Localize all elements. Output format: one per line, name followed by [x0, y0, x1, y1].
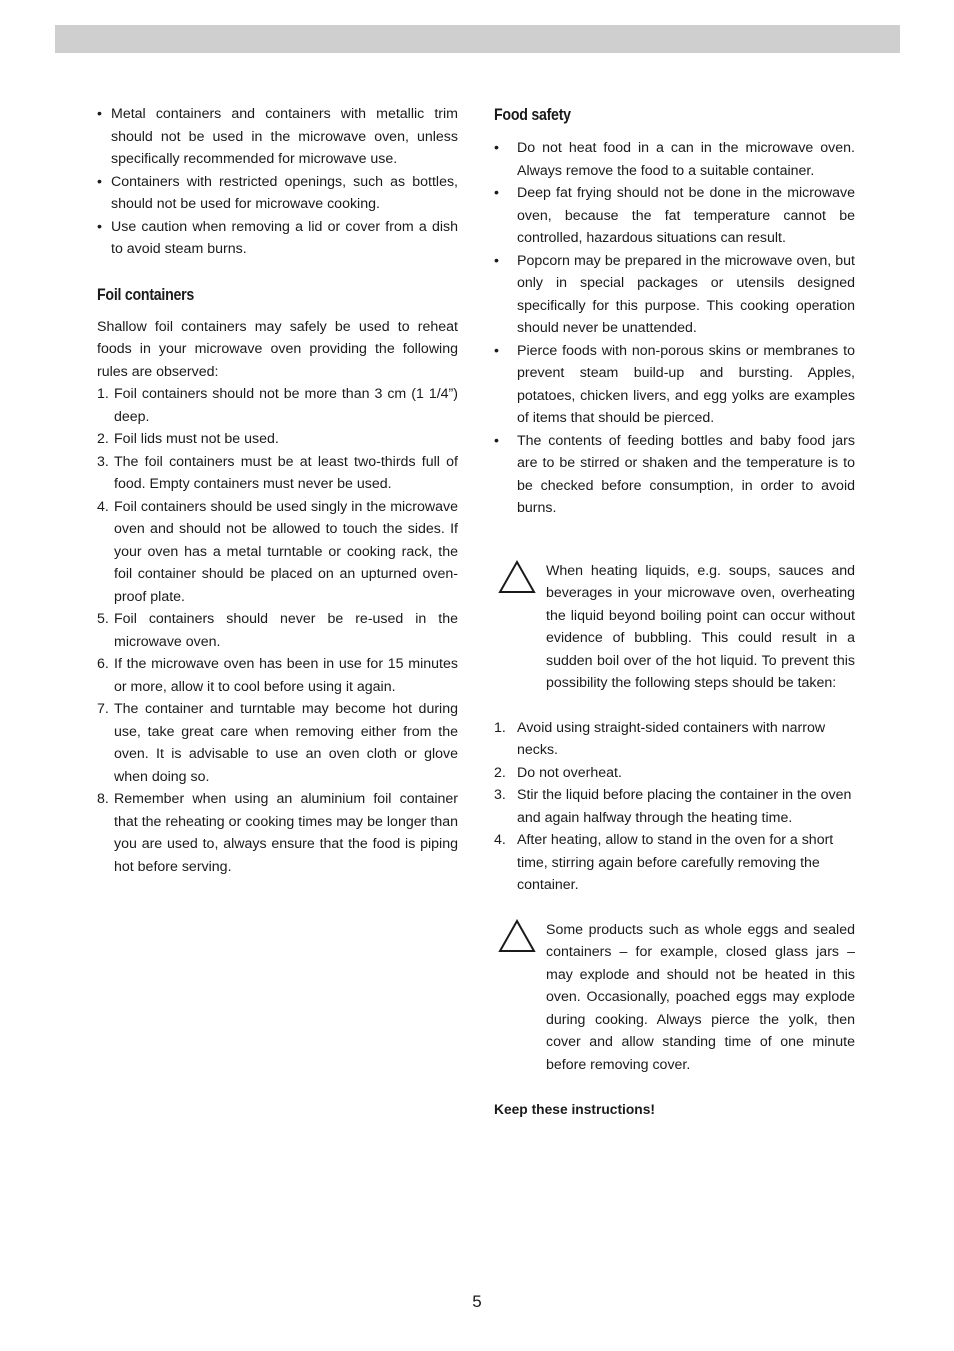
list-item: • Deep fat frying should not be done in the microwave oven, because the fat temperature cannot be controlled, hazardous situations can result.	[494, 182, 855, 250]
list-text: The container and turntable may become hot during use, take great care when removing either from the oven. It is advisable to use an oven cloth or glove when doing so.	[114, 701, 458, 785]
list-item: • Do not heat food in a can in the microwave oven. Always remove the food to a suitable container.	[494, 137, 855, 182]
foil-containers-heading: Foil containers	[97, 285, 195, 304]
list-number: 4.	[97, 498, 109, 515]
list-item	[97, 428, 458, 451]
list-number: 5.	[97, 611, 109, 627]
list-text: If the microwave oven has been in use for 15 minutes or more, allow it to cool before using it again.	[114, 656, 458, 695]
liquid-steps-list	[494, 717, 855, 897]
list-number: 4.	[494, 832, 506, 848]
page-number: 5	[472, 1292, 482, 1311]
list-item	[97, 698, 458, 788]
list-text: Remember when using an aluminium foil container that the reheating or cooking times may be longer than you are used to, always ensure that the food is piping hot before serving.	[114, 791, 458, 875]
list-item	[494, 717, 855, 762]
list-item	[494, 762, 855, 785]
left-column	[97, 100, 458, 878]
list-text: Avoid using straight-sided containers with narrow necks.	[517, 719, 826, 758]
list-text: Foil lids must not be used.	[114, 431, 279, 447]
liquid-warning-text: When heating liquids, e.g. soups, sauces and beverages in your microwave oven, overheating the liquid beyond boiling point can occur without evidence of bubbling. This could result in a sudden boil over of the hot liquid. To prevent this possibility the following steps should be taken:	[546, 562, 855, 691]
list-number: 1.	[97, 386, 109, 402]
food-safety-bullet-list	[494, 137, 855, 520]
list-number: 3.	[494, 787, 506, 803]
list-number: 2.	[97, 431, 109, 447]
list-text: After heating, allow to stand in the oven for a short time, stirring again before carefully removing the container.	[517, 832, 834, 893]
liquid-warning-block	[494, 560, 855, 695]
list-item: • Popcorn may be prepared in the microwave oven, but only in special packages or utensils designed specifically for this purpose. This cooking operation should never be unattended.	[494, 250, 855, 340]
foil-intro-text: Shallow foil containers may safely be used to reheat foods in your microwave oven providing the following rules are observed:	[97, 318, 458, 380]
list-text: The foil containers must be at least two-thirds full of food. Empty containers must never be used.	[114, 453, 458, 492]
list-item: • Containers with restricted openings, such as bottles, should not be used for microwave cooking.	[97, 171, 458, 216]
list-item: • Use caution when removing a lid or cover from a dish to avoid steam burns.	[97, 216, 458, 261]
list-item	[494, 784, 855, 829]
list-text: Foil containers should be used singly in the microwave oven and should not be allowed to touch the sides. If your oven has a metal turntable or cooking rack, the foil container should be placed on an upturned oven-proof plate.	[114, 498, 458, 605]
list-number: 2.	[494, 764, 506, 781]
list-item: • The contents of feeding bottles and baby food jars are to be stirred or shaken and the temperature is to be checked before consumption, in order to avoid burns.	[494, 430, 855, 520]
list-item	[97, 788, 458, 878]
list-text: Foil containers should not be more than 3 cm (1 1/4”) deep.	[114, 386, 458, 425]
food-safety-heading: Food safety	[494, 106, 571, 124]
header-bar	[55, 25, 900, 53]
warning-triangle-icon	[498, 560, 536, 594]
list-item: • Metal containers and containers with metallic trim should not be used in the microwave oven, unless specifically recommended for microwave use.	[97, 103, 458, 171]
intro-bullet-list	[97, 103, 458, 261]
list-number: 8.	[97, 791, 109, 807]
egg-warning-text: Some products such as whole eggs and sealed containers – for example, closed glass jars – may explode and should not be heated in this oven. Occasionally, poached eggs may explode during cooking. Always pierce the yolk, then cover and allow standing time of one minute before removing cover.	[546, 921, 855, 1073]
list-number: 1.	[494, 719, 506, 736]
right-column	[494, 100, 855, 1120]
list-text: Stir the liquid before placing the container in the oven and again halfway through the heating time.	[517, 787, 852, 826]
list-item	[97, 451, 458, 496]
list-item	[97, 653, 458, 698]
warning-triangle-icon	[498, 919, 536, 953]
list-text: Foil containers should never be re-used in the microwave oven.	[114, 611, 458, 650]
list-number: 7.	[97, 701, 109, 717]
keep-instructions-note: Keep these instructions!	[494, 1102, 655, 1117]
list-item	[97, 608, 458, 653]
list-item	[97, 496, 458, 609]
list-text: Do not overheat.	[517, 764, 622, 781]
foil-rules-list	[97, 383, 458, 878]
list-number: 6.	[97, 656, 109, 672]
egg-warning-block	[494, 919, 855, 1077]
list-item	[494, 829, 855, 897]
list-item	[97, 383, 458, 428]
list-item: • Pierce foods with non-porous skins or membranes to prevent steam build-up and bursting. Apples, potatoes, chicken livers, and egg yolks are examples of items that should be pierced.	[494, 340, 855, 430]
list-number: 3.	[97, 453, 109, 470]
